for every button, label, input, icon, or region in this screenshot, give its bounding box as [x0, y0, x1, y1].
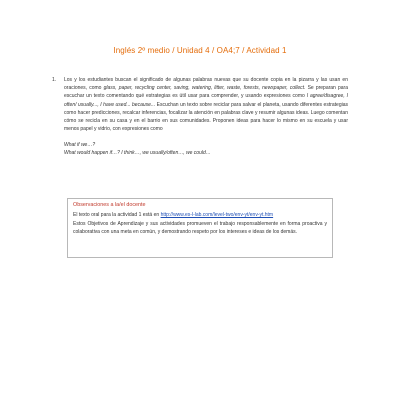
paragraph-text-2: . Se preparan para escuchar un texto comentando qué estrategias es útil usar para comprender, y usando expresiones como — [64, 85, 348, 100]
notes-paragraph-1 — [73, 212, 327, 220]
keyword-list-1: glass, paper, recycling center, saving, watering, litter, waste, forests, newspaper, collect — [103, 85, 305, 92]
activity-paragraph — [64, 76, 348, 133]
page-title: Inglés 2º medio / Unidad 4 / OA4;7 / Actividad 1 — [113, 46, 287, 55]
example-line-2: What would happen if…? I think…, we usually/often…, we could… — [64, 150, 211, 157]
item-number: 1. — [52, 77, 57, 83]
activity-item — [52, 76, 348, 157]
keyword-list-2: I agree/disagree, I often/ usually..., I have used... because... — [64, 93, 348, 108]
teacher-notes-box — [67, 198, 333, 258]
example-expressions — [64, 141, 348, 157]
notes-text: El texto oral para la actividad 1 está en — [73, 211, 161, 218]
audio-text-link[interactable]: http://www.es-l-lab.com/level-two/env-yt/env-yt.htm — [160, 211, 274, 218]
paragraph-text-1: Los y los estudiantes buscan el significado de algunas palabras nuevas que su docente copia en la pizarra y las usan en oraciones, como — [64, 77, 348, 92]
notes-paragraph-2: Estos Objetivos de Aprendizaje y sus actividades promueven el trabajo responsablemente en forma proactiva y colaborativa con una meta en común, y demostrando respeto por los intereses e ideas de los demás. — [73, 221, 327, 235]
paragraph-text-3: Escuchan un texto sobre reciclar para salvar el planeta, usando diferentes estrategias como hacer predicciones, recalcar inferencias, focalizar la atención en palabras clave y resumir algunas ideas. Luego comentan cómo se recicla en su casa y en el barrio en sus comunidades. Proponen ideas para hacer lo mismo en su escuela y usar menos papel y vidrio, con expresiones como — [64, 101, 348, 133]
notes-title: Observaciones a la/el docente — [73, 202, 146, 208]
example-line-1: What if we…? — [64, 142, 96, 149]
